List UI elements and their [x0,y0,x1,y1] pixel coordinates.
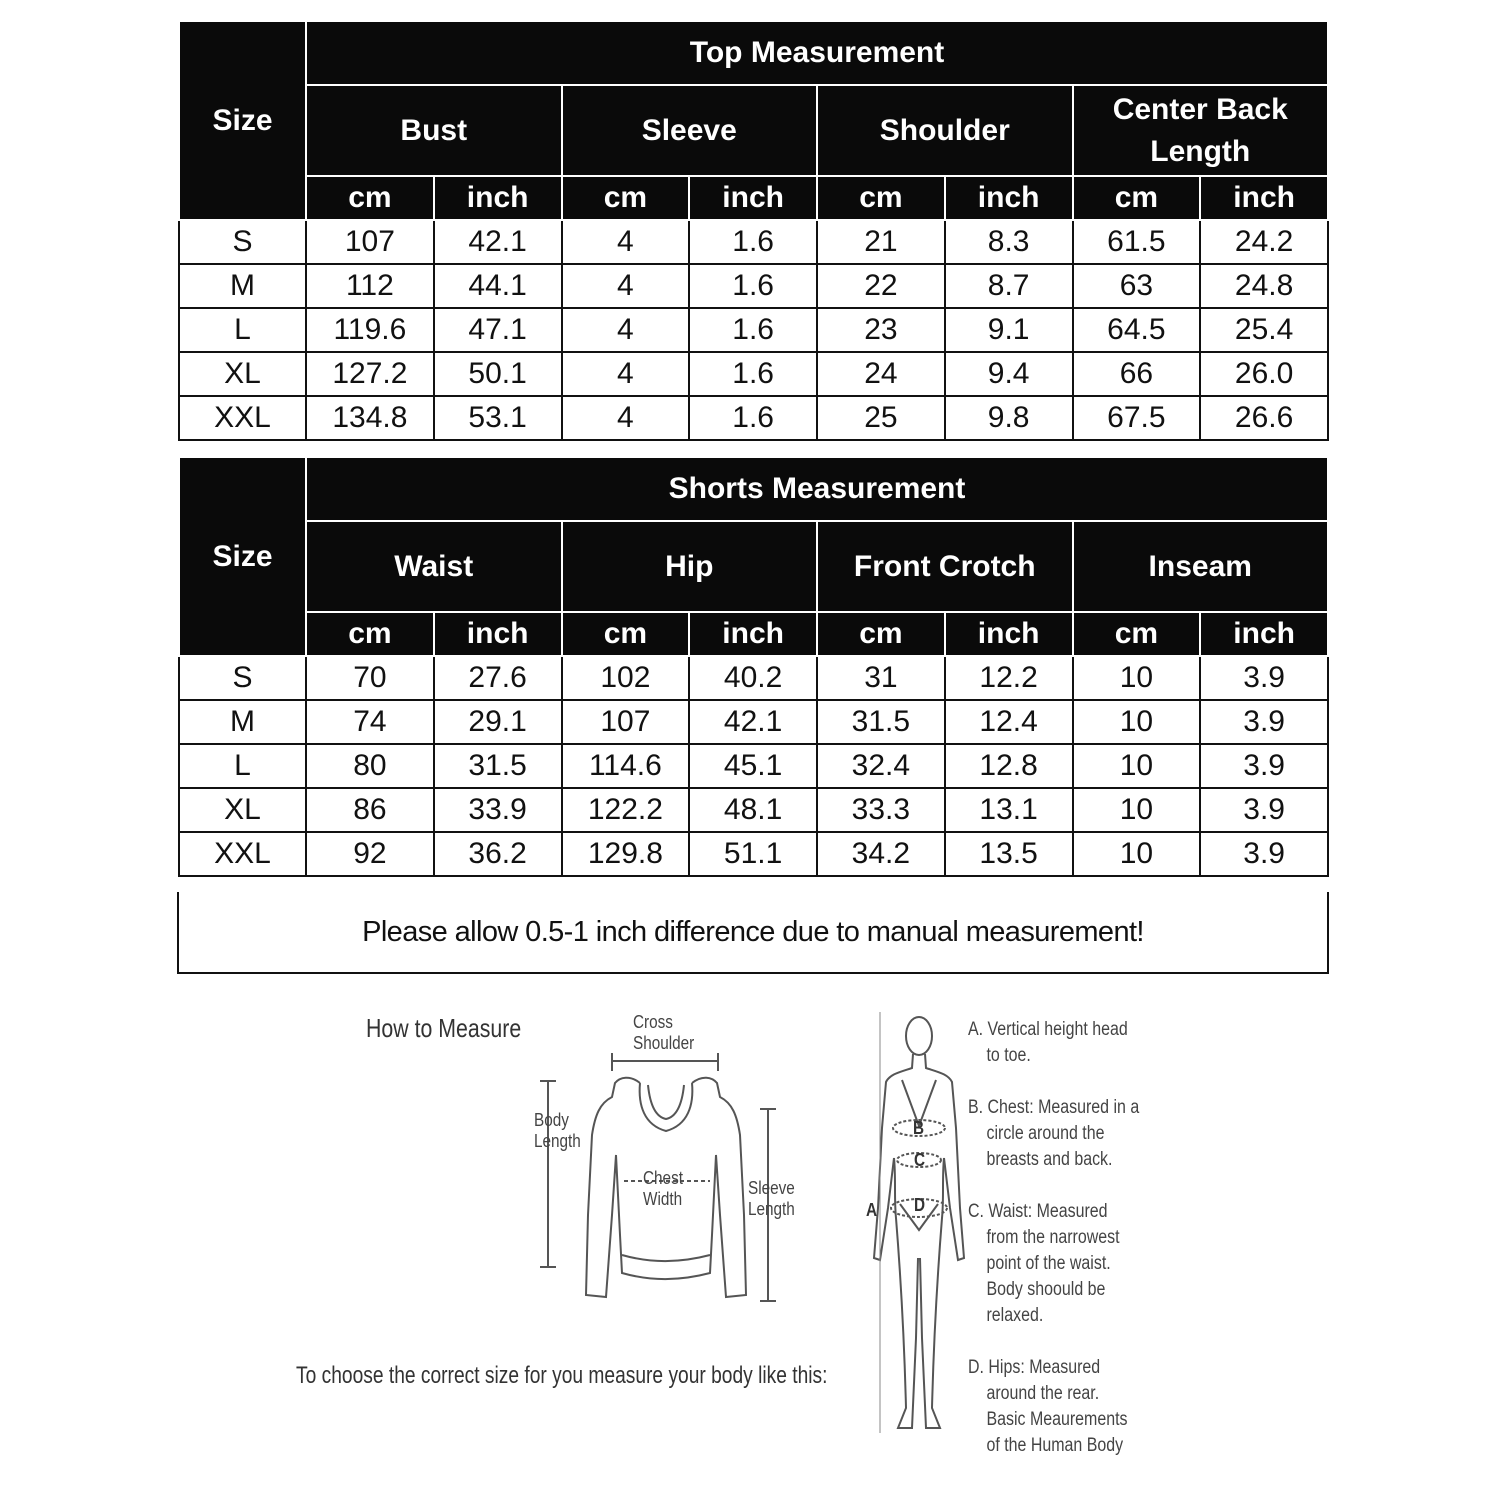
value-cell: 33.9 [434,788,562,832]
table-row [179,264,1328,308]
table-title: Shorts Measurement [306,457,1328,521]
value-cell: 4 [562,396,690,440]
size-header: Size [179,21,306,220]
table-row [179,788,1328,832]
value-cell: 8.7 [945,264,1073,308]
note-d: D. Hips: Measured around the rear. Basic Meaurements of the Human Body [968,1357,1128,1456]
unit-header: cm [817,612,945,656]
value-cell: 1.6 [689,308,817,352]
group-header-waist: Waist [306,521,562,612]
value-cell: 129.8 [562,832,690,876]
shorts-measurement-table [178,456,1329,877]
value-cell: 26.0 [1200,352,1328,396]
table-row [179,396,1328,440]
top-measurement-table [178,20,1329,441]
value-cell: 12.8 [945,744,1073,788]
value-cell: 92 [306,832,434,876]
value-cell: 10 [1073,788,1201,832]
table-row [179,220,1328,264]
value-cell: 3.9 [1200,656,1328,700]
value-cell: 53.1 [434,396,562,440]
marker-d: D [914,1195,926,1215]
value-cell: 32.4 [817,744,945,788]
value-cell: 1.6 [689,264,817,308]
value-cell: 61.5 [1073,220,1201,264]
unit-header: cm [306,176,434,220]
unit-header: inch [689,176,817,220]
value-cell: 12.2 [945,656,1073,700]
table-row [179,832,1328,876]
value-cell: 21 [817,220,945,264]
sleeve-length-label: Sleeve Length [748,1178,795,1219]
value-cell: 24.8 [1200,264,1328,308]
group-header-bust: Bust [306,85,562,176]
measurement-note: Please allow 0.5-1 inch difference due to manual measurement! [177,892,1329,974]
value-cell: 107 [306,220,434,264]
size-cell: L [179,308,306,352]
unit-header: inch [689,612,817,656]
value-cell: 1.6 [689,220,817,264]
choose-size-instruction: To choose the correct size for you measure your body like this: [296,1362,828,1389]
table-row [179,744,1328,788]
group-header-center-back-length: Center Back Length [1073,85,1329,176]
unit-header: inch [434,612,562,656]
value-cell: 42.1 [689,700,817,744]
value-cell: 31 [817,656,945,700]
value-cell: 4 [562,264,690,308]
value-cell: 23 [817,308,945,352]
value-cell: 12.4 [945,700,1073,744]
value-cell: 4 [562,352,690,396]
value-cell: 24 [817,352,945,396]
unit-header: cm [1073,612,1201,656]
unit-header: inch [945,612,1073,656]
value-cell: 107 [562,700,690,744]
unit-header: inch [945,176,1073,220]
unit-header: cm [562,612,690,656]
size-cell: S [179,656,306,700]
table-title: Top Measurement [306,21,1328,85]
unit-header: inch [1200,176,1328,220]
size-cell: XXL [179,832,306,876]
value-cell: 112 [306,264,434,308]
value-cell: 119.6 [306,308,434,352]
value-cell: 114.6 [562,744,690,788]
size-cell: S [179,220,306,264]
value-cell: 31.5 [434,744,562,788]
value-cell: 4 [562,308,690,352]
value-cell: 9.4 [945,352,1073,396]
value-cell: 40.2 [689,656,817,700]
how-to-measure-title: How to Measure [366,1013,522,1043]
unit-header: cm [817,176,945,220]
value-cell: 27.6 [434,656,562,700]
value-cell: 47.1 [434,308,562,352]
group-header-inseam: Inseam [1073,521,1329,612]
value-cell: 31.5 [817,700,945,744]
value-cell: 24.2 [1200,220,1328,264]
value-cell: 70 [306,656,434,700]
note-c: C. Waist: Measured from the narrowest point of the waist. Body shoould be relaxed. [968,1201,1120,1326]
unit-header: inch [434,176,562,220]
value-cell: 25.4 [1200,308,1328,352]
size-cell: M [179,700,306,744]
cross-shoulder-label: Cross Shoulder [633,1012,695,1053]
value-cell: 42.1 [434,220,562,264]
value-cell: 10 [1073,700,1201,744]
value-cell: 10 [1073,656,1201,700]
table-row [179,352,1328,396]
value-cell: 10 [1073,832,1201,876]
value-cell: 51.1 [689,832,817,876]
unit-header: cm [306,612,434,656]
value-cell: 50.1 [434,352,562,396]
chest-width-label: Chest Width [643,1168,683,1209]
value-cell: 22 [817,264,945,308]
value-cell: 102 [562,656,690,700]
size-cell: M [179,264,306,308]
group-header-sleeve: Sleeve [562,85,818,176]
value-cell: 80 [306,744,434,788]
table-row [179,308,1328,352]
size-cell: L [179,744,306,788]
group-header-hip: Hip [562,521,818,612]
value-cell: 36.2 [434,832,562,876]
value-cell: 26.6 [1200,396,1328,440]
value-cell: 25 [817,396,945,440]
value-cell: 3.9 [1200,788,1328,832]
value-cell: 67.5 [1073,396,1201,440]
value-cell: 10 [1073,744,1201,788]
marker-b: B [913,1118,925,1138]
group-header-front-crotch: Front Crotch [817,521,1073,612]
marker-a: A [866,1200,878,1220]
note-b: B. Chest: Measured in a circle around the breasts and back. [968,1097,1140,1170]
value-cell: 1.6 [689,396,817,440]
size-cell: XL [179,788,306,832]
size-cell: XL [179,352,306,396]
value-cell: 29.1 [434,700,562,744]
value-cell: 4 [562,220,690,264]
size-header: Size [179,457,306,656]
value-cell: 134.8 [306,396,434,440]
value-cell: 9.8 [945,396,1073,440]
value-cell: 34.2 [817,832,945,876]
value-cell: 48.1 [689,788,817,832]
body-length-label: Body Length [534,1110,581,1151]
value-cell: 1.6 [689,352,817,396]
table-row [179,700,1328,744]
note-a: A. Vertical height head to toe. [968,1019,1128,1066]
value-cell: 64.5 [1073,308,1201,352]
unit-header: inch [1200,612,1328,656]
marker-c: C [914,1150,926,1170]
value-cell: 3.9 [1200,700,1328,744]
value-cell: 66 [1073,352,1201,396]
value-cell: 74 [306,700,434,744]
value-cell: 3.9 [1200,744,1328,788]
value-cell: 13.1 [945,788,1073,832]
value-cell: 44.1 [434,264,562,308]
value-cell: 86 [306,788,434,832]
unit-header: cm [562,176,690,220]
value-cell: 9.1 [945,308,1073,352]
group-header-shoulder: Shoulder [817,85,1073,176]
unit-header: cm [1073,176,1201,220]
value-cell: 3.9 [1200,832,1328,876]
measurement-notes [968,1017,1139,1485]
value-cell: 63 [1073,264,1201,308]
size-cell: XXL [179,396,306,440]
value-cell: 33.3 [817,788,945,832]
human-body-figure-icon [860,1008,970,1443]
table-row [179,656,1328,700]
value-cell: 127.2 [306,352,434,396]
value-cell: 13.5 [945,832,1073,876]
value-cell: 8.3 [945,220,1073,264]
value-cell: 122.2 [562,788,690,832]
value-cell: 45.1 [689,744,817,788]
